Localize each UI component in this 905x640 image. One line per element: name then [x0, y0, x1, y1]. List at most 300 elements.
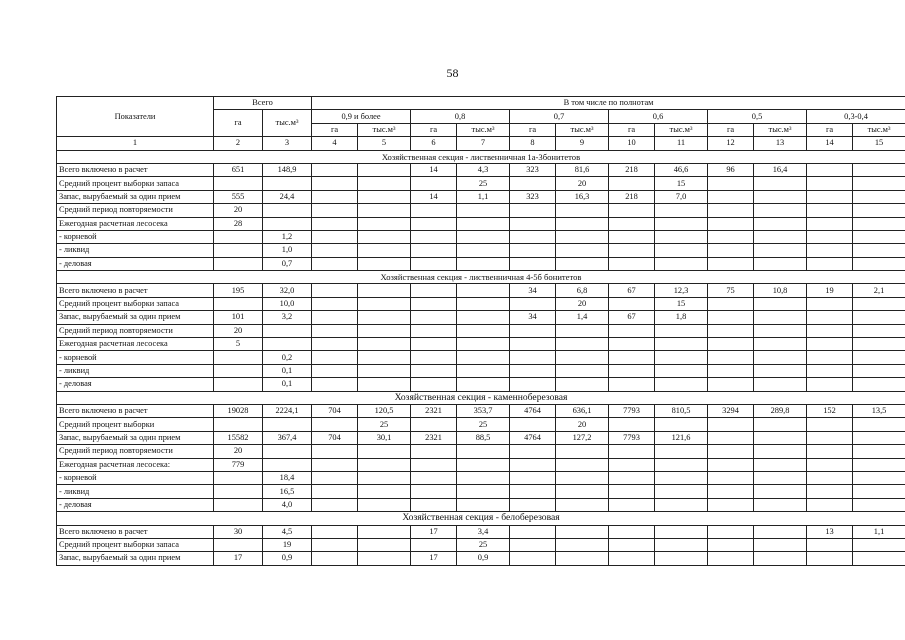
table-cell: [457, 284, 510, 297]
table-cell: [609, 538, 655, 551]
table-cell: [754, 471, 807, 484]
table-cell: 6,8: [556, 284, 609, 297]
row-label: - деловая: [57, 378, 214, 391]
table-cell: 13: [807, 525, 853, 538]
table-cell: [609, 552, 655, 565]
table-cell: [609, 177, 655, 190]
table-cell: 14: [411, 190, 457, 203]
table-cell: [411, 297, 457, 310]
table-cell: [510, 552, 556, 565]
table-cell: [312, 284, 358, 297]
table-cell: [807, 244, 853, 257]
table-cell: [556, 498, 609, 511]
table-cell: 17: [411, 525, 457, 538]
table-cell: [853, 364, 905, 377]
section-title-row: [57, 271, 905, 284]
table-cell: [853, 177, 905, 190]
table-cell: 96: [708, 163, 754, 176]
table-cell: [358, 364, 411, 377]
table-cell: 148,9: [263, 163, 312, 176]
table-cell: [263, 324, 312, 337]
column-number: 14: [807, 137, 853, 150]
header-group-4: 0,6: [609, 110, 708, 123]
header-total: Всего: [214, 97, 312, 110]
table-cell: [754, 431, 807, 444]
table-cell: [853, 498, 905, 511]
table-cell: [457, 498, 510, 511]
table-cell: [411, 378, 457, 391]
table-cell: 28: [214, 217, 263, 230]
table-cell: 555: [214, 190, 263, 203]
row-label: Всего включено в расчет: [57, 163, 214, 176]
table-cell: 353,7: [457, 404, 510, 417]
table-cell: [609, 378, 655, 391]
table-cell: 18,4: [263, 471, 312, 484]
row-label: Всего включено в расчет: [57, 404, 214, 417]
table-cell: 1,0: [263, 244, 312, 257]
table-cell: 46,6: [655, 163, 708, 176]
table-cell: 25: [358, 418, 411, 431]
table-cell: [510, 204, 556, 217]
table-cell: [411, 204, 457, 217]
table-cell: 704: [312, 431, 358, 444]
table-cell: [457, 311, 510, 324]
table-row: [57, 364, 905, 377]
table-cell: [807, 204, 853, 217]
table-cell: [556, 351, 609, 364]
table-cell: [655, 552, 708, 565]
table-cell: 88,5: [457, 431, 510, 444]
table-cell: [655, 338, 708, 351]
table-row: [57, 485, 905, 498]
table-cell: [754, 458, 807, 471]
table-cell: [556, 204, 609, 217]
table-cell: [609, 364, 655, 377]
header-group-5: 0,5: [708, 110, 807, 123]
table-cell: [853, 485, 905, 498]
table-cell: 195: [214, 284, 263, 297]
section-title: Хозяйственная секция - каменноберезовая: [57, 391, 905, 404]
table-cell: [853, 418, 905, 431]
table-cell: [457, 324, 510, 337]
column-number: 6: [411, 137, 457, 150]
table-cell: 218: [609, 163, 655, 176]
row-label: - деловая: [57, 257, 214, 270]
table-cell: [708, 525, 754, 538]
column-number: 13: [754, 137, 807, 150]
table-row: [57, 378, 905, 391]
row-label: Средний период повторяемости: [57, 445, 214, 458]
table-cell: 30,1: [358, 431, 411, 444]
table-cell: [807, 311, 853, 324]
table-cell: [411, 284, 457, 297]
table-cell: 4,0: [263, 498, 312, 511]
table-cell: [853, 204, 905, 217]
table-cell: [457, 230, 510, 243]
table-cell: 101: [214, 311, 263, 324]
table-cell: [807, 458, 853, 471]
table-cell: 20: [556, 177, 609, 190]
table-cell: [807, 552, 853, 565]
table-cell: [510, 217, 556, 230]
unit-ha: га: [510, 123, 556, 136]
table-cell: [358, 498, 411, 511]
table-cell: 10,0: [263, 297, 312, 310]
table-cell: [708, 217, 754, 230]
table-cell: [510, 297, 556, 310]
table-cell: [457, 471, 510, 484]
table-cell: [457, 338, 510, 351]
table-cell: 0,1: [263, 378, 312, 391]
table-row: [57, 404, 905, 417]
table-cell: 7,0: [655, 190, 708, 203]
table-cell: [708, 297, 754, 310]
table-cell: 1,1: [457, 190, 510, 203]
header-group-6: 0,3-0,4: [807, 110, 905, 123]
table-cell: [510, 378, 556, 391]
table-cell: 3294: [708, 404, 754, 417]
unit-ha: га: [411, 123, 457, 136]
table-cell: 25: [457, 177, 510, 190]
table-cell: [609, 324, 655, 337]
table-cell: [853, 538, 905, 551]
table-cell: [358, 163, 411, 176]
table-cell: [457, 204, 510, 217]
table-cell: [853, 257, 905, 270]
table-cell: [457, 244, 510, 257]
table-cell: [609, 445, 655, 458]
table-cell: [708, 471, 754, 484]
table-cell: [807, 538, 853, 551]
table-cell: [807, 338, 853, 351]
table-cell: [754, 324, 807, 337]
table-cell: [411, 364, 457, 377]
table-row: [57, 445, 905, 458]
table-cell: [312, 471, 358, 484]
table-cell: [807, 378, 853, 391]
table-row: [57, 458, 905, 471]
table-cell: [358, 311, 411, 324]
table-cell: 2,1: [853, 284, 905, 297]
section-title: Хозяйственная секция - лиственничная 1а-3бонитетов: [57, 150, 905, 163]
table-cell: [358, 351, 411, 364]
table-cell: 67: [609, 284, 655, 297]
table-cell: [263, 204, 312, 217]
table-cell: [214, 538, 263, 551]
table-cell: [708, 498, 754, 511]
table-cell: [853, 311, 905, 324]
table-cell: [312, 364, 358, 377]
table-cell: [510, 418, 556, 431]
table-cell: 651: [214, 163, 263, 176]
table-row: [57, 338, 905, 351]
table-cell: 75: [708, 284, 754, 297]
table-cell: [807, 431, 853, 444]
table-cell: [510, 498, 556, 511]
table-row: [57, 230, 905, 243]
table-cell: [358, 204, 411, 217]
table-cell: 19028: [214, 404, 263, 417]
table-cell: [655, 525, 708, 538]
table-cell: [609, 351, 655, 364]
table-cell: [214, 418, 263, 431]
header-group-3: 0,7: [510, 110, 609, 123]
table-cell: [609, 458, 655, 471]
table-cell: [312, 297, 358, 310]
table-cell: [556, 538, 609, 551]
table-cell: 16,5: [263, 485, 312, 498]
table-cell: [853, 458, 905, 471]
table-cell: [214, 378, 263, 391]
table-cell: [556, 324, 609, 337]
table-cell: 810,5: [655, 404, 708, 417]
table-cell: [411, 351, 457, 364]
table-cell: [411, 324, 457, 337]
table-row: [57, 204, 905, 217]
table-cell: [358, 378, 411, 391]
table-cell: 2321: [411, 431, 457, 444]
table-cell: [411, 498, 457, 511]
table-cell: [312, 338, 358, 351]
table-cell: [807, 297, 853, 310]
table-cell: [411, 244, 457, 257]
column-number: 11: [655, 137, 708, 150]
table-cell: [510, 471, 556, 484]
row-label: - корневой: [57, 471, 214, 484]
table-row: [57, 190, 905, 203]
table-cell: [263, 217, 312, 230]
table-cell: 81,6: [556, 163, 609, 176]
table-cell: [655, 351, 708, 364]
table-cell: 2321: [411, 404, 457, 417]
table-cell: 1,2: [263, 230, 312, 243]
header-group-2: 0,8: [411, 110, 510, 123]
table-cell: [263, 177, 312, 190]
table-cell: [457, 458, 510, 471]
table-cell: 20: [556, 418, 609, 431]
table-cell: 7793: [609, 404, 655, 417]
table-cell: [655, 364, 708, 377]
table-cell: [655, 244, 708, 257]
table-cell: [655, 204, 708, 217]
table-cell: [312, 552, 358, 565]
table-cell: [556, 217, 609, 230]
table-cell: [510, 230, 556, 243]
table-cell: [807, 364, 853, 377]
section-title-row: [57, 150, 905, 163]
table-cell: [457, 217, 510, 230]
table-row: [57, 418, 905, 431]
table-row: [57, 297, 905, 310]
table-cell: [853, 244, 905, 257]
table-cell: 1,8: [655, 311, 708, 324]
table-cell: [556, 257, 609, 270]
table-cell: 34: [510, 311, 556, 324]
table-cell: 704: [312, 404, 358, 417]
table-cell: [853, 471, 905, 484]
table-cell: [754, 498, 807, 511]
table-cell: [556, 458, 609, 471]
table-cell: [556, 338, 609, 351]
table-row: [57, 552, 905, 565]
table-cell: [312, 230, 358, 243]
unit-vol: тыс.м³: [358, 123, 411, 136]
table-cell: [510, 177, 556, 190]
table-cell: [853, 351, 905, 364]
table-cell: [655, 418, 708, 431]
table-cell: [708, 190, 754, 203]
row-label: Средний период повторяемости: [57, 324, 214, 337]
table-cell: [510, 485, 556, 498]
unit-vol: тыс.м³: [853, 123, 905, 136]
row-label: - деловая: [57, 498, 214, 511]
table-cell: [358, 190, 411, 203]
table-cell: 0,1: [263, 364, 312, 377]
table-cell: 19: [807, 284, 853, 297]
table-cell: [556, 525, 609, 538]
unit-ha: га: [708, 123, 754, 136]
table-cell: [312, 204, 358, 217]
table-cell: 67: [609, 311, 655, 324]
table-cell: [411, 445, 457, 458]
header-by-density: В том числе по полнотам: [312, 97, 905, 110]
table-cell: [609, 525, 655, 538]
table-cell: 1,1: [853, 525, 905, 538]
table-cell: [708, 230, 754, 243]
table-cell: [510, 257, 556, 270]
table-cell: 25: [457, 538, 510, 551]
table-cell: [312, 445, 358, 458]
table-cell: [214, 485, 263, 498]
table-cell: [214, 244, 263, 257]
table-cell: [358, 338, 411, 351]
table-cell: [510, 351, 556, 364]
column-number: 3: [263, 137, 312, 150]
table-cell: [807, 217, 853, 230]
table-cell: [853, 190, 905, 203]
table-cell: [853, 431, 905, 444]
table-cell: [358, 458, 411, 471]
table-cell: [754, 351, 807, 364]
table-cell: [609, 471, 655, 484]
table-row: [57, 177, 905, 190]
table-cell: [556, 378, 609, 391]
table-cell: [457, 257, 510, 270]
table-cell: [411, 177, 457, 190]
table-cell: 34: [510, 284, 556, 297]
table-cell: [609, 297, 655, 310]
table-cell: [655, 538, 708, 551]
table-cell: [214, 498, 263, 511]
table-cell: [312, 378, 358, 391]
table-cell: [214, 364, 263, 377]
table-cell: [754, 552, 807, 565]
table-cell: [263, 458, 312, 471]
table-cell: 13,5: [853, 404, 905, 417]
table-cell: [708, 338, 754, 351]
table-cell: 15582: [214, 431, 263, 444]
section-title: Хозяйственная секция - белоберезовая: [57, 512, 905, 525]
row-label: Запас, вырубаемый за один прием: [57, 190, 214, 203]
table-cell: [411, 217, 457, 230]
unit-vol: тыс.м³: [457, 123, 510, 136]
header-group-1: 0,9 и более: [312, 110, 411, 123]
table-cell: [312, 351, 358, 364]
table-cell: [556, 445, 609, 458]
table-cell: 636,1: [556, 404, 609, 417]
table-cell: 20: [214, 324, 263, 337]
table-cell: [312, 257, 358, 270]
table-cell: [754, 177, 807, 190]
column-number: 2: [214, 137, 263, 150]
table-cell: [510, 324, 556, 337]
row-label: Средний процент выборки запаса: [57, 297, 214, 310]
table-row: [57, 471, 905, 484]
section-title-row: [57, 512, 905, 525]
unit-ha: га: [807, 123, 853, 136]
table-row: [57, 324, 905, 337]
table-cell: [708, 458, 754, 471]
table-cell: 367,4: [263, 431, 312, 444]
table-cell: [411, 311, 457, 324]
table-cell: [609, 244, 655, 257]
table-cell: [754, 364, 807, 377]
table-cell: [708, 324, 754, 337]
table-cell: [358, 217, 411, 230]
table-cell: [358, 297, 411, 310]
row-label: - корневой: [57, 351, 214, 364]
table-cell: [754, 311, 807, 324]
table-row: [57, 538, 905, 551]
table-cell: 30: [214, 525, 263, 538]
table-cell: 4764: [510, 431, 556, 444]
table-cell: [807, 498, 853, 511]
table-cell: [358, 244, 411, 257]
table-cell: [358, 284, 411, 297]
table-cell: [411, 418, 457, 431]
table-cell: [655, 378, 708, 391]
table-cell: [510, 445, 556, 458]
table-cell: [708, 552, 754, 565]
table-row: [57, 525, 905, 538]
table-row: [57, 257, 905, 270]
table-cell: [609, 498, 655, 511]
table-cell: 4,5: [263, 525, 312, 538]
unit-vol: тыс.м³: [556, 123, 609, 136]
table-cell: 121,6: [655, 431, 708, 444]
table-cell: 17: [411, 552, 457, 565]
table-cell: 19: [263, 538, 312, 551]
table-cell: [411, 538, 457, 551]
table-cell: [312, 458, 358, 471]
table-cell: 14: [411, 163, 457, 176]
table-cell: [457, 485, 510, 498]
forest-calculation-table: [56, 96, 905, 566]
table-cell: [214, 177, 263, 190]
table-cell: [510, 525, 556, 538]
table-cell: [853, 338, 905, 351]
table-cell: [708, 311, 754, 324]
table-cell: 289,8: [754, 404, 807, 417]
table-cell: [708, 244, 754, 257]
column-number: 7: [457, 137, 510, 150]
table-cell: [655, 485, 708, 498]
column-number: 5: [358, 137, 411, 150]
table-cell: [754, 445, 807, 458]
header-column-numbers-row: [57, 137, 905, 150]
table-cell: [556, 552, 609, 565]
table-cell: [655, 257, 708, 270]
